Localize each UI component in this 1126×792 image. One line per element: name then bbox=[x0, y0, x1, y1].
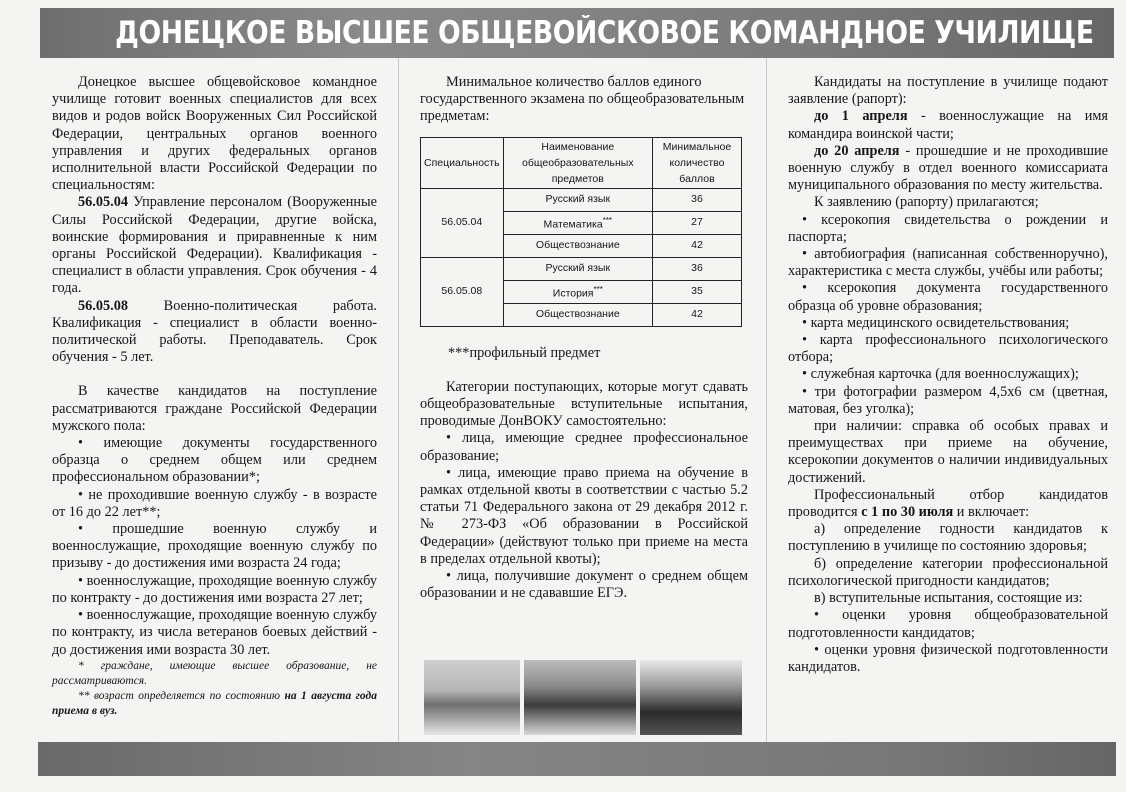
list-item: а) определение годности кандидатов к поступлению в училище по состоянию здоровья; bbox=[788, 521, 1108, 555]
table-cell-specialty: 56.05.04 bbox=[421, 188, 504, 257]
exam-intro: Минимальное количество баллов единого государственного экзамена по общеобразовательным предметам: bbox=[420, 74, 745, 125]
column-right bbox=[788, 74, 1108, 676]
list-item: • служебная карточка (для военнослужащих); bbox=[802, 366, 1079, 383]
footnote-date: на 1 августа года приема в вуз. bbox=[52, 689, 377, 717]
list-item: • лица, получившие документ о среднем общем образовании и не сдававшие ЕГЭ. bbox=[420, 568, 748, 602]
list-item: • военнослужащие, проходящие военную службу по контракту, из числа ветеранов боевых действий - до достижения ими возраста 30 лет. bbox=[52, 607, 377, 658]
profile-footnote: ***профильный предмет bbox=[448, 344, 601, 361]
list-item: • автобиография (написанная собственноручно), характеристика с места службы, учёбы или работы; bbox=[788, 246, 1108, 280]
subject-name: Математика bbox=[543, 218, 603, 231]
deadline-text: - прошедшие и не проходившие военную службу в отдел военного комиссариата муниципального образования по месту жительства. bbox=[788, 142, 1108, 194]
apply-deadline-1 bbox=[788, 108, 1108, 142]
exam-scores-table bbox=[420, 137, 742, 327]
table-cell-score: 36 bbox=[653, 188, 742, 211]
table-cell-score: 42 bbox=[653, 303, 742, 326]
table-header: Минимальное количество баллов bbox=[653, 137, 742, 188]
list-item: • оценки уровня физической подготовленности кандидатов. bbox=[788, 641, 1108, 675]
specialty-code: 56.05.08 bbox=[78, 297, 129, 314]
specialty-code: 56.05.04 bbox=[78, 194, 129, 211]
spacer bbox=[420, 362, 748, 379]
table-header: Наименование общеобразовательных предметов bbox=[503, 137, 652, 188]
categories-intro: Категории поступающих, которые могут сдавать общеобразовательные вступительные испытания, проводимые ДонВОКУ самостоятельно: bbox=[420, 378, 748, 430]
specialty-description: Управление персоналом (Вооруженные Силы Российской Федерации, другие войска, воинские формирования и приравненные к ним органы Российской Федерации). Квалификация - специалист в области управления. Срок обучения - 4 года. bbox=[52, 194, 377, 297]
list-item: • карта профессионального психологического отбора; bbox=[788, 332, 1108, 366]
list-item: • ксерокопия документа государственного образца об уровне образования; bbox=[788, 280, 1108, 314]
subject-name: Русский язык bbox=[545, 262, 611, 274]
photo-cadets-training bbox=[524, 660, 636, 735]
list-item: в) вступительные испытания, состоящие из: bbox=[814, 590, 1083, 607]
table-cell-subject bbox=[503, 257, 652, 280]
table-header-row bbox=[421, 137, 742, 188]
subject-name: История bbox=[552, 287, 594, 300]
specialty-description: Военно-политическая работа. Квалификация - специалист в области военно-политической работы. Преподаватель. Срок обучения - 5 лет. bbox=[52, 297, 377, 366]
photo-campus bbox=[424, 660, 520, 735]
footnote-text: ** возраст определяется по состоянию bbox=[78, 689, 285, 702]
table-cell-subject bbox=[503, 188, 652, 211]
list-item: • лица, имеющие среднее профессиональное образование; bbox=[420, 430, 748, 464]
extra-documents: при наличии: справка об особых правах и преимуществах при приеме на обучение, ксерокопии документов о наличии индивидуальных достижений. bbox=[788, 418, 1108, 486]
selection-dates: с 1 по 30 июля bbox=[861, 504, 954, 521]
table-row bbox=[421, 257, 742, 280]
deadline-date: до 20 апреля bbox=[814, 142, 900, 159]
table-row bbox=[421, 188, 742, 211]
table-cell-subject bbox=[503, 211, 652, 234]
table-cell-score: 27 bbox=[653, 211, 742, 234]
photo-cadets-combat bbox=[640, 660, 742, 735]
list-item: • не проходившие военную службу - в возрасте от 16 до 22 лет**; bbox=[52, 486, 377, 520]
list-item: • имеющие документы государственного образца о среднем общем или среднем профессиональном образовании*; bbox=[52, 435, 377, 486]
specialty-2 bbox=[52, 298, 377, 367]
footnote-2 bbox=[52, 689, 377, 719]
selection-intro bbox=[788, 487, 1108, 521]
list-item: б) определение категории профессиональной психологической пригодности кандидатов; bbox=[788, 555, 1108, 589]
profile-mark: *** bbox=[593, 284, 603, 294]
specialty-1 bbox=[52, 194, 377, 297]
table-cell-subject bbox=[503, 303, 652, 326]
table-cell-subject bbox=[503, 280, 652, 303]
list-item: • лица, имеющие право приема на обучение в рамках отдельной квоты в соответствии с частью 5.2 статьи 71 Федерального закона от 29 декабря 2012 г. № 273-ФЗ «Об образовании в Российской Федерации» (действуют только при приеме на места в пределах отдельной квоты); bbox=[420, 464, 748, 567]
table-cell-subject bbox=[503, 234, 652, 257]
footnote-1: * граждане, имеющие высшее образование, не рассматриваются. bbox=[52, 659, 377, 687]
list-item: • оценки уровня общеобразовательной подготовленности кандидатов; bbox=[788, 607, 1108, 641]
intro-paragraph: Донецкое высшее общевойсковое командное училище готовит военных специалистов для всех видов и родов войск Вооруженных Сил Российской Федерации, центральных органов военного управления и других федеральных органов исполнительной власти Российской Федерации по специальностям: bbox=[52, 74, 377, 194]
list-item: • карта медицинского освидетельствования; bbox=[802, 314, 1070, 331]
candidates-intro: В качестве кандидатов на поступление рассматриваются граждане Российской Федерации мужского пола: bbox=[52, 383, 377, 434]
profile-mark: *** bbox=[602, 215, 613, 225]
table-cell-specialty: 56.05.08 bbox=[421, 257, 504, 326]
list-item: • ксерокопия свидетельства о рождении и паспорта; bbox=[788, 211, 1108, 245]
photo-strip bbox=[424, 660, 742, 735]
deadline-text: - военнослужащие на имя командира воинской части; bbox=[788, 108, 1108, 142]
subject-name: Обществознание bbox=[535, 239, 620, 251]
deadline-date: до 1 апреля bbox=[814, 108, 908, 125]
table-cell-score: 36 bbox=[653, 257, 742, 280]
page-title: ДОНЕЦКОЕ ВЫСШЕЕ ОБЩЕВОЙСКОВОЕ КОМАНДНОЕ УЧИЛИЩЕ bbox=[115, 15, 1094, 51]
attachments-intro: К заявлению (рапорту) прилагаются; bbox=[814, 194, 1039, 211]
list-item: • три фотографии размером 4,5х6 см (цветная, матовая, без уголка); bbox=[788, 383, 1108, 417]
column-middle bbox=[420, 74, 748, 602]
table-header: Специальность bbox=[421, 137, 504, 188]
apply-deadline-2 bbox=[788, 143, 1108, 195]
table-cell-score: 35 bbox=[653, 280, 742, 303]
fold-line bbox=[766, 58, 767, 742]
table-cell-score: 42 bbox=[653, 234, 742, 257]
subject-name: Обществознание bbox=[535, 308, 620, 320]
apply-intro: Кандидаты на поступление в училище подают заявление (рапорт): bbox=[788, 74, 1108, 108]
header-banner bbox=[40, 8, 1114, 58]
subject-name: Русский язык bbox=[545, 193, 611, 205]
fold-line bbox=[398, 58, 399, 742]
selection-text: Профессиональный отбор кандидатов проводится bbox=[788, 486, 1108, 521]
footer-banner bbox=[38, 742, 1116, 776]
list-item: • военнослужащие, проходящие военную службу по контракту - до достижения ими возраста 27 лет; bbox=[52, 572, 377, 606]
column-left bbox=[52, 74, 377, 719]
selection-text: и включает: bbox=[953, 504, 1030, 521]
spacer bbox=[52, 366, 377, 383]
list-item: • прошедшие военную службу и военнослужащие, проходящие военную службу по призыву - до достижения ими возраста 24 года; bbox=[52, 521, 377, 572]
